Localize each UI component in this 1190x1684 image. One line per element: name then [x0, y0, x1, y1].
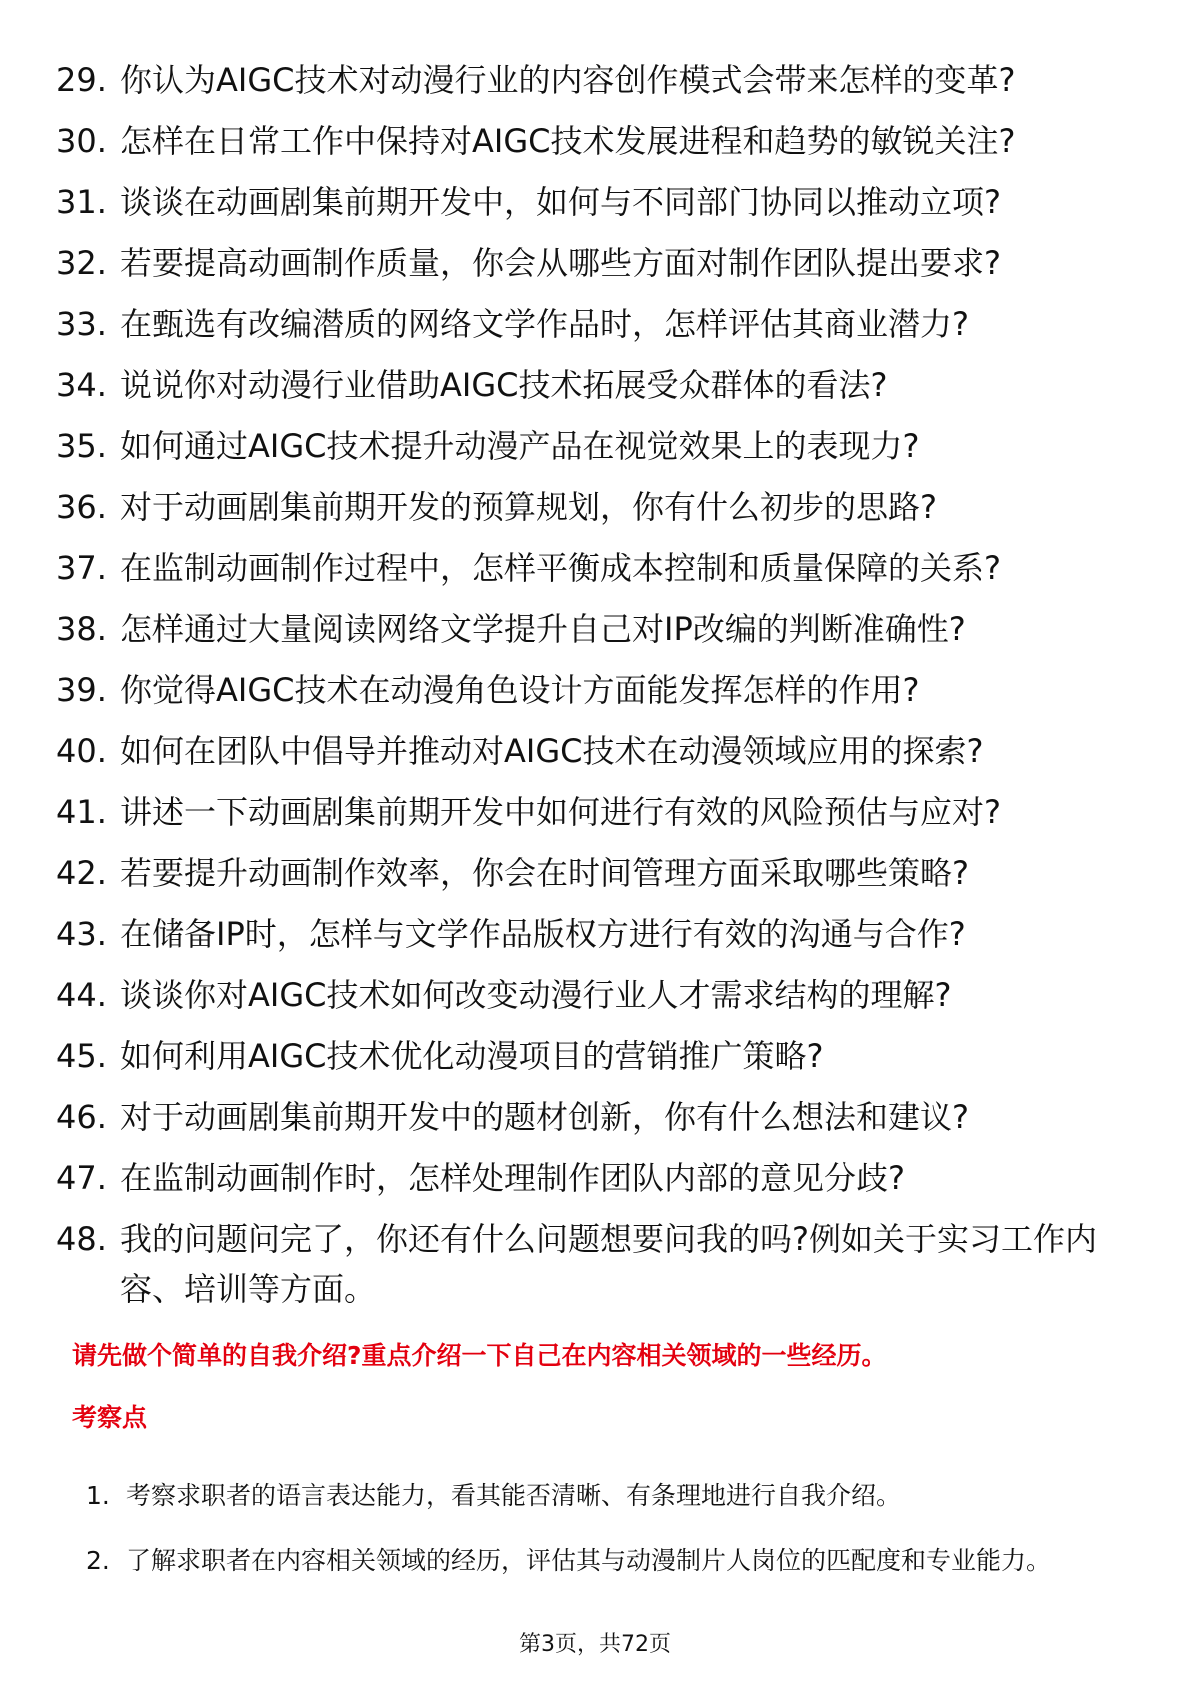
question-list	[56, 50, 1136, 1314]
question-item	[56, 111, 1136, 172]
highlight-question: 请先做个简单的自我介绍?重点介绍一下自己在内容相关领域的一些经历。	[72, 1341, 887, 1370]
question-number: 40.	[56, 732, 107, 770]
question-text: 在甄选有改编潜质的网络文学作品时，怎样评估其商业潜力?	[120, 305, 969, 343]
question-number: 32.	[56, 244, 107, 282]
question-item	[56, 538, 1136, 599]
question-number: 30.	[56, 122, 107, 160]
question-text: 在监制动画制作过程中，怎样平衡成本控制和质量保障的关系?	[120, 549, 1001, 587]
point-number: 1.	[86, 1481, 110, 1510]
point-text: 考察求职者的语言表达能力，看其能否清晰、有条理地进行自我介绍。	[126, 1481, 902, 1510]
question-item	[56, 477, 1136, 538]
section-title: 考察点	[72, 1403, 148, 1432]
question-text: 说说你对动漫行业借助AIGC技术拓展受众群体的看法?	[120, 366, 888, 404]
question-text: 你认为AIGC技术对动漫行业的内容创作模式会带来怎样的变革?	[120, 61, 1016, 99]
question-number: 43.	[56, 915, 107, 953]
question-number: 48.	[56, 1220, 107, 1258]
question-item	[56, 233, 1136, 294]
assessment-points	[86, 1468, 1126, 1598]
question-number: 39.	[56, 671, 107, 709]
question-number: 31.	[56, 183, 107, 221]
question-item	[56, 1148, 1136, 1209]
question-number: 46.	[56, 1098, 107, 1136]
question-text: 对于动画剧集前期开发的预算规划，你有什么初步的思路?	[120, 488, 937, 526]
question-text: 在监制动画制作时，怎样处理制作团队内部的意见分歧?	[120, 1159, 905, 1197]
question-number: 29.	[56, 61, 107, 99]
question-number: 36.	[56, 488, 107, 526]
question-text: 谈谈你对AIGC技术如何改变动漫行业人才需求结构的理解?	[120, 976, 952, 1014]
question-number: 42.	[56, 854, 107, 892]
question-text: 怎样在日常工作中保持对AIGC技术发展进程和趋势的敏锐关注?	[120, 122, 1016, 160]
question-text: 对于动画剧集前期开发中的题材创新，你有什么想法和建议?	[120, 1098, 969, 1136]
question-item	[56, 721, 1136, 782]
question-item	[56, 904, 1136, 965]
question-number: 47.	[56, 1159, 107, 1197]
list-item	[86, 1533, 1126, 1588]
question-number: 34.	[56, 366, 107, 404]
question-text: 如何利用AIGC技术优化动漫项目的营销推广策略?	[120, 1037, 824, 1075]
question-item	[56, 965, 1136, 1026]
question-number: 33.	[56, 305, 107, 343]
question-item	[56, 1026, 1136, 1087]
question-text: 在储备IP时，怎样与文学作品版权方进行有效的沟通与合作?	[120, 915, 966, 953]
list-item	[86, 1468, 1126, 1523]
question-text: 怎样通过大量阅读网络文学提升自己对IP改编的判断准确性?	[120, 610, 966, 648]
question-number: 38.	[56, 610, 107, 648]
question-item	[56, 782, 1136, 843]
question-item	[56, 416, 1136, 477]
point-text: 了解求职者在内容相关领域的经历，评估其与动漫制片人岗位的匹配度和专业能力。	[126, 1546, 1052, 1575]
question-text: 你觉得AIGC技术在动漫角色设计方面能发挥怎样的作用?	[120, 671, 920, 709]
question-text: 我的问题问完了，你还有什么问题想要问我的吗?例如关于实习工作内容、培训等方面。	[120, 1220, 1097, 1308]
question-text: 如何在团队中倡导并推动对AIGC技术在动漫领域应用的探索?	[120, 732, 984, 770]
question-item	[56, 355, 1136, 416]
question-item	[56, 660, 1136, 721]
question-text: 讲述一下动画剧集前期开发中如何进行有效的风险预估与应对?	[120, 793, 1001, 831]
question-item	[56, 172, 1136, 233]
question-number: 35.	[56, 427, 107, 465]
question-item	[56, 599, 1136, 660]
question-item	[56, 1087, 1136, 1148]
question-item	[56, 1209, 1136, 1314]
point-number: 2.	[86, 1546, 110, 1575]
question-number: 37.	[56, 549, 107, 587]
question-text: 若要提升动画制作效率，你会在时间管理方面采取哪些策略?	[120, 854, 969, 892]
question-number: 44.	[56, 976, 107, 1014]
question-number: 41.	[56, 793, 107, 831]
question-item	[56, 294, 1136, 355]
question-number: 45.	[56, 1037, 107, 1075]
question-item	[56, 50, 1136, 111]
question-text: 如何通过AIGC技术提升动漫产品在视觉效果上的表现力?	[120, 427, 920, 465]
question-text: 谈谈在动画剧集前期开发中，如何与不同部门协同以推动立项?	[120, 183, 1001, 221]
question-text: 若要提高动画制作质量，你会从哪些方面对制作团队提出要求?	[120, 244, 1001, 282]
question-item	[56, 843, 1136, 904]
page-number: 第3页，共72页	[519, 1632, 671, 1657]
